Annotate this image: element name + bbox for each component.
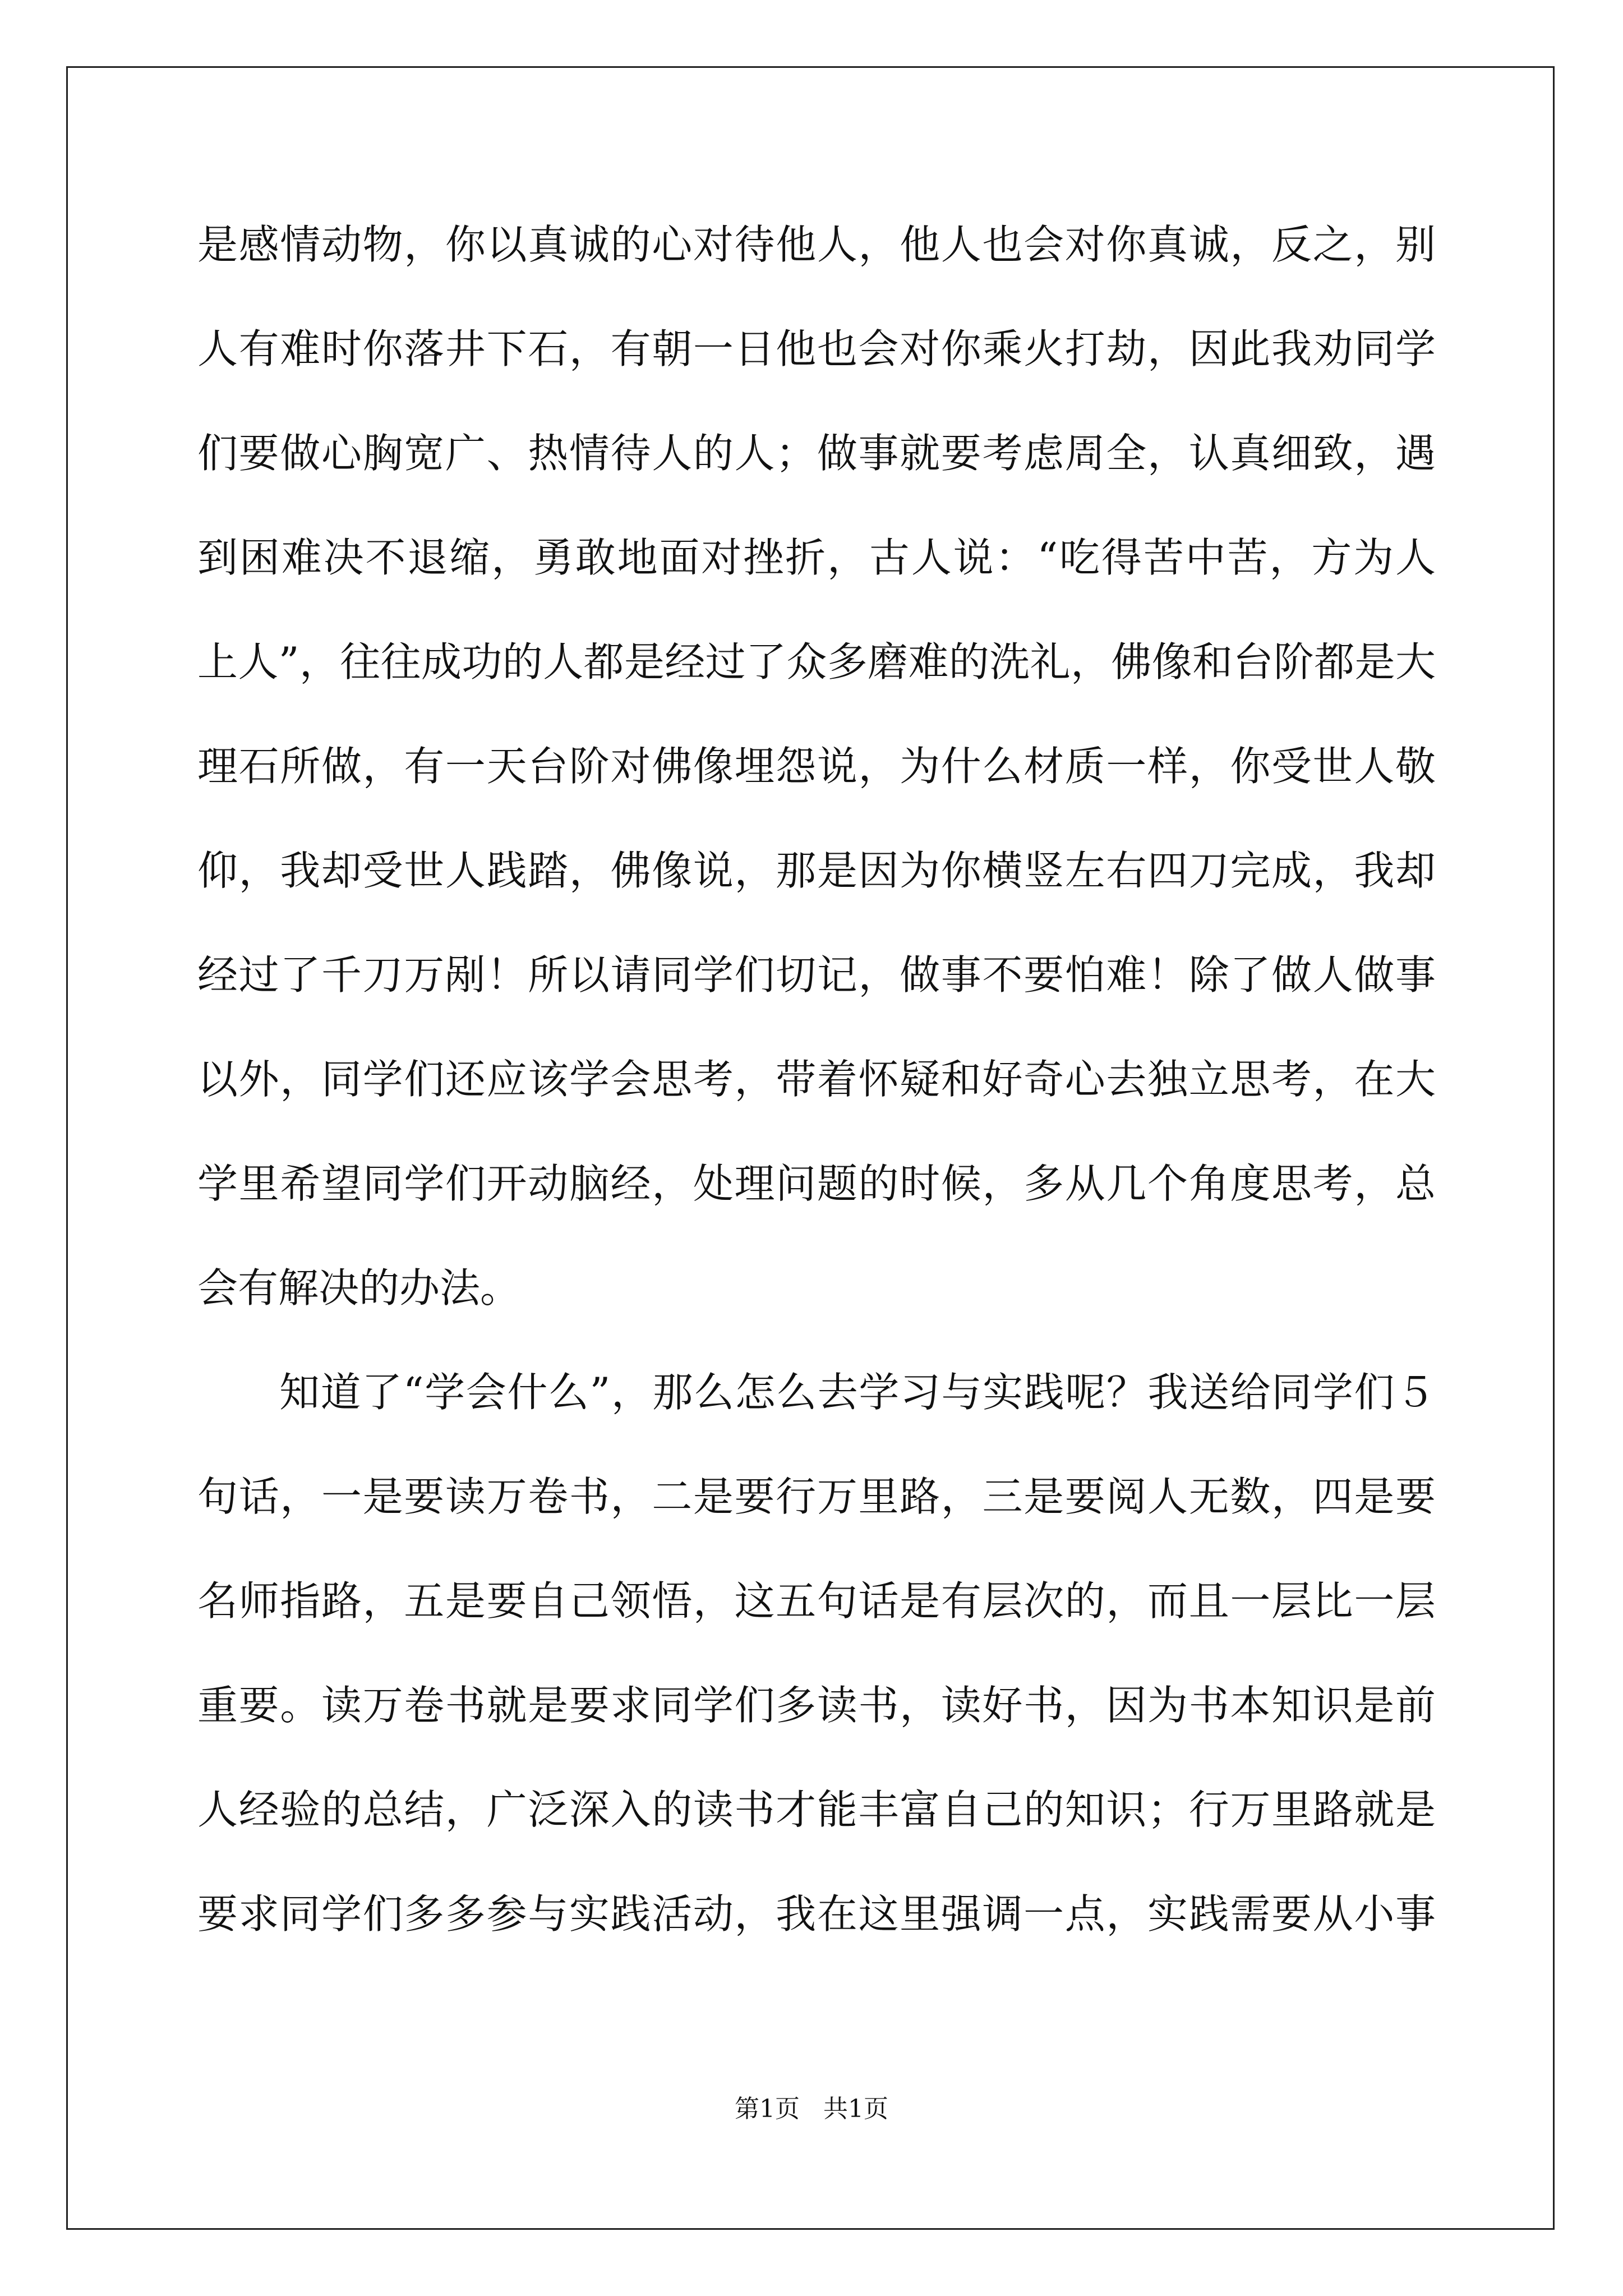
- text-line: 经过了千刀万剐！所以请同学们切记，做事不要怕难！除了做人做事: [197, 951, 1436, 999]
- text-line: 是感情动物，你以真诚的心对待他人，他人也会对你真诚，反之，别: [197, 221, 1436, 268]
- text-line: 名师指路，五是要自己领悟，这五句话是有层次的，而且一层比一层: [197, 1577, 1436, 1625]
- paragraph-start-line: 知道了“学会什么”，那么怎么去学习与实践呢？我送给同学们５: [279, 1369, 1436, 1416]
- text-line: 学里希望同学们开动脑经，处理问题的时候，多从几个角度思考，总: [197, 1160, 1436, 1207]
- text-line: 上人”，往往成功的人都是经过了众多磨难的洗礼，佛像和台阶都是大: [197, 638, 1436, 685]
- text-line: 仰，我却受世人践踏，佛像说，那是因为你横竖左右四刀完成，我却: [197, 847, 1436, 894]
- text-line: 要求同学们多多参与实践活动，我在这里强调一点，实践需要从小事: [197, 1890, 1436, 1938]
- text-line: 重要。读万卷书就是要求同学们多读书，读好书，因为书本知识是前: [197, 1682, 1436, 1729]
- text-line: 句话，一是要读万卷书，二是要行万里路，三是要阅人无数，四是要: [197, 1473, 1436, 1520]
- text-line: 会有解决的办法。: [197, 1264, 521, 1312]
- text-line: 到困难决不退缩，勇敢地面对挫折，古人说：“吃得苦中苦，方为人: [197, 534, 1436, 581]
- text-line: 以外，同学们还应该学会思考，带着怀疑和好奇心去独立思考，在大: [197, 1056, 1436, 1103]
- text-line: 们要做心胸宽广、热情待人的人；做事就要考虑周全，认真细致，遇: [197, 430, 1436, 477]
- page-number: 第1页: [735, 2095, 800, 2123]
- text-line: 人有难时你落井下石，有朝一日他也会对你乘火打劫，因此我劝同学: [197, 325, 1436, 372]
- page-total: 共1页: [823, 2095, 888, 2123]
- text-line: 人经验的总结，广泛深入的读书才能丰富自己的知识；行万里路就是: [197, 1786, 1436, 1833]
- page-footer: [0, 2092, 1623, 2126]
- text-line: 理石所做，有一天台阶对佛像埋怨说，为什么材质一样，你受世人敬: [197, 743, 1436, 790]
